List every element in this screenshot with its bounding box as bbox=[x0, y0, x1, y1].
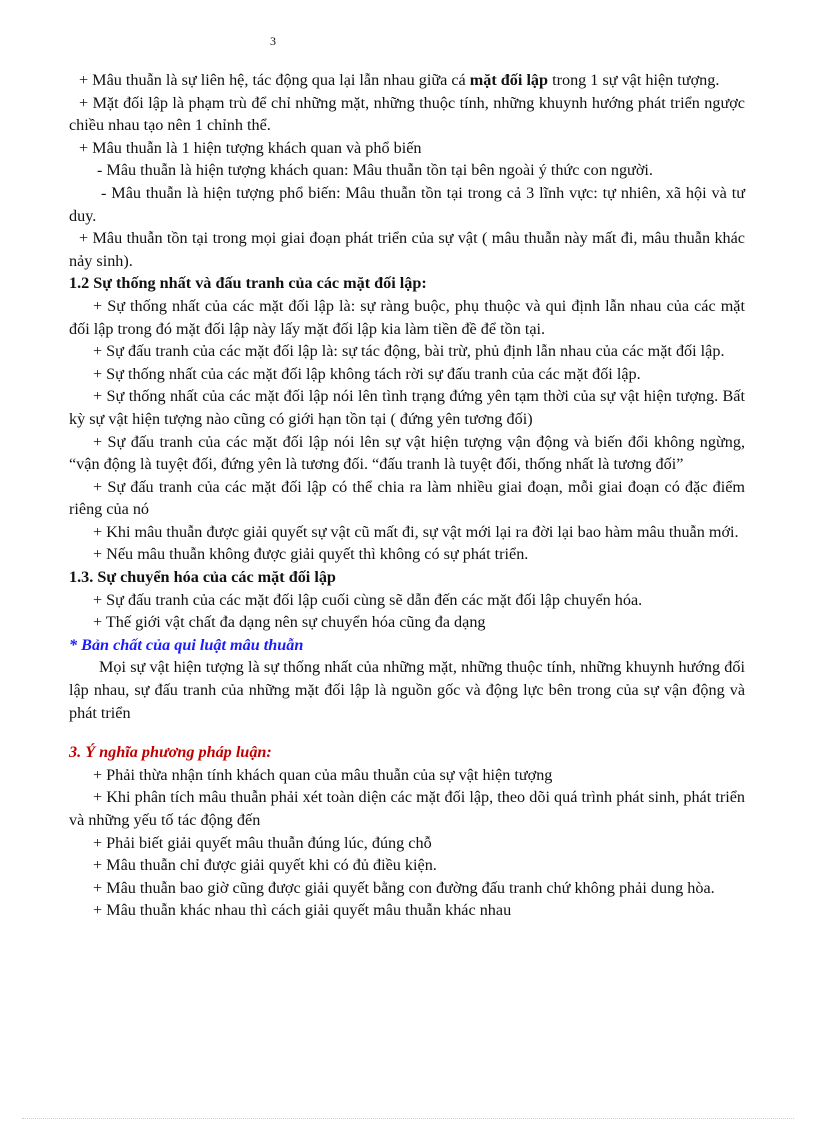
paragraph: + Khi phân tích mâu thuẫn phải xét toàn diện các mặt đối lập, theo dõi quá trình phát sinh, phát triển và những yếu tố tác động đến bbox=[69, 788, 745, 829]
paragraph: + Mâu thuẫn chỉ được giải quyết khi có đủ điều kiện. bbox=[93, 856, 437, 875]
paragraph-universal: - Mâu thuẫn là hiện tượng phổ biến: Mâu thuẫn tồn tại trong cả 3 lĩnh vực: tự nhiên, xã hội và tư duy. bbox=[69, 183, 745, 225]
section-heading-1-3: 1.3. Sự chuyển hóa của các mặt đối lập bbox=[69, 568, 336, 587]
page-bottom-divider bbox=[22, 1118, 794, 1119]
bold-term: mặt đối lập bbox=[469, 71, 549, 89]
page-number: 3 bbox=[270, 34, 276, 48]
paragraph: + Sự thống nhất của các mặt đối lập là: sự ràng buộc, phụ thuộc và qui định lẫn nhau của các mặt đối lập trong đó mặt đối lập này lấy mặt đối lập kia làm tiền đề để tồn tại. bbox=[69, 296, 745, 338]
text-run: + Mâu thuẫn là sự liên hệ, tác động qua lại lẫn nhau giữa cá bbox=[79, 71, 470, 89]
paragraph: + Sự thống nhất của các mặt đối lập nói lên tình trạng đứng yên tạm thời của sự vật hiện tượng. Bất kỳ sự vật hiện tượng nào cũng có giới hạn tồn tại ( đứng yên tương đối) bbox=[69, 387, 745, 428]
paragraph-contradiction-definition bbox=[69, 69, 745, 92]
paragraph: + Sự đấu tranh của các mặt đối lập là: sự tác động, bài trừ, phủ định lẫn nhau của các mặt đối lập. bbox=[93, 342, 725, 361]
paragraph: + Nếu mâu thuẫn không được giải quyết thì không có sự phát triển. bbox=[93, 545, 529, 564]
paragraph: + Sự đấu tranh của các mặt đối lập có thể chia ra làm nhiều giai đoạn, mỗi giai đoạn có đặc điểm riêng của nó bbox=[69, 477, 745, 519]
paragraph: + Sự đấu tranh của các mặt đối lập cuối cùng sẽ dẫn đến các mặt đối lập chuyển hóa. bbox=[93, 590, 643, 609]
paragraph-objective-universal: + Mâu thuẫn là 1 hiện tượng khách quan và phổ biến bbox=[79, 138, 422, 157]
paragraph: + Khi mâu thuẫn được giải quyết sự vật cũ mất đi, sự vật mới lại ra đời lại bao hàm mâu thuẫn mới. bbox=[93, 522, 739, 541]
paragraph-objective: - Mâu thuẫn là hiện tượng khách quan: Mâu thuẫn tồn tại bên ngoài ý thức con người. bbox=[97, 161, 653, 180]
text-run: trong 1 sự vật hiện tượng. bbox=[548, 71, 720, 89]
paragraph: + Sự đấu tranh của các mặt đối lập nói lên sự vật hiện tượng vận động và biến đổi không ngừng, “vận động là tuyệt đối, đứng yên là tương đối. “đấu tranh là tuyệt đối, thống nhất là tương đối” bbox=[69, 432, 745, 474]
paragraph: + Thế giới vật chất đa dạng nên sự chuyển hóa cũng đa dạng bbox=[93, 613, 486, 632]
paragraph: + Phải biết giải quyết mâu thuẫn đúng lúc, đúng chỗ bbox=[93, 833, 432, 852]
section-heading-essence: * Bản chất của qui luật mâu thuẫn bbox=[69, 635, 304, 654]
paragraph-essence: Mọi sự vật hiện tượng là sự thống nhất của những mặt, những thuộc tính, những khuynh hướng đối lập nhau, sự đấu tranh của những mặt đối lập là nguồn gốc và động lực bên trong của sự vận động và phát triển bbox=[69, 658, 745, 722]
document-body bbox=[69, 69, 745, 922]
section-heading-1-2: 1.2 Sự thống nhất và đấu tranh của các mặt đối lập: bbox=[69, 274, 427, 293]
paragraph: + Mâu thuẫn khác nhau thì cách giải quyết mâu thuẫn khác nhau bbox=[93, 901, 512, 920]
section-heading-3: 3. Ý nghĩa phương pháp luận: bbox=[69, 743, 272, 762]
paragraph: + Phải thừa nhận tính khách quan của mâu thuẫn của sự vật hiện tượng bbox=[93, 765, 553, 784]
paragraph: + Mâu thuẫn bao giờ cũng được giải quyết bằng con đường đấu tranh chứ không phải dung hòa. bbox=[93, 878, 715, 897]
paragraph-all-stages: + Mâu thuẫn tồn tại trong mọi giai đoạn phát triển của sự vật ( mâu thuẫn này mất đi, mâu thuẫn khác nảy sinh). bbox=[69, 229, 745, 270]
paragraph-opposite-definition: + Mặt đối lập là phạm trù để chỉ những mặt, những thuộc tính, những khuynh hướng phát triển ngược chiều nhau tạo nên 1 chỉnh thể. bbox=[69, 93, 745, 135]
paragraph: + Sự thống nhất của các mặt đối lập không tách rời sự đấu tranh của các mặt đối lập. bbox=[93, 364, 641, 383]
